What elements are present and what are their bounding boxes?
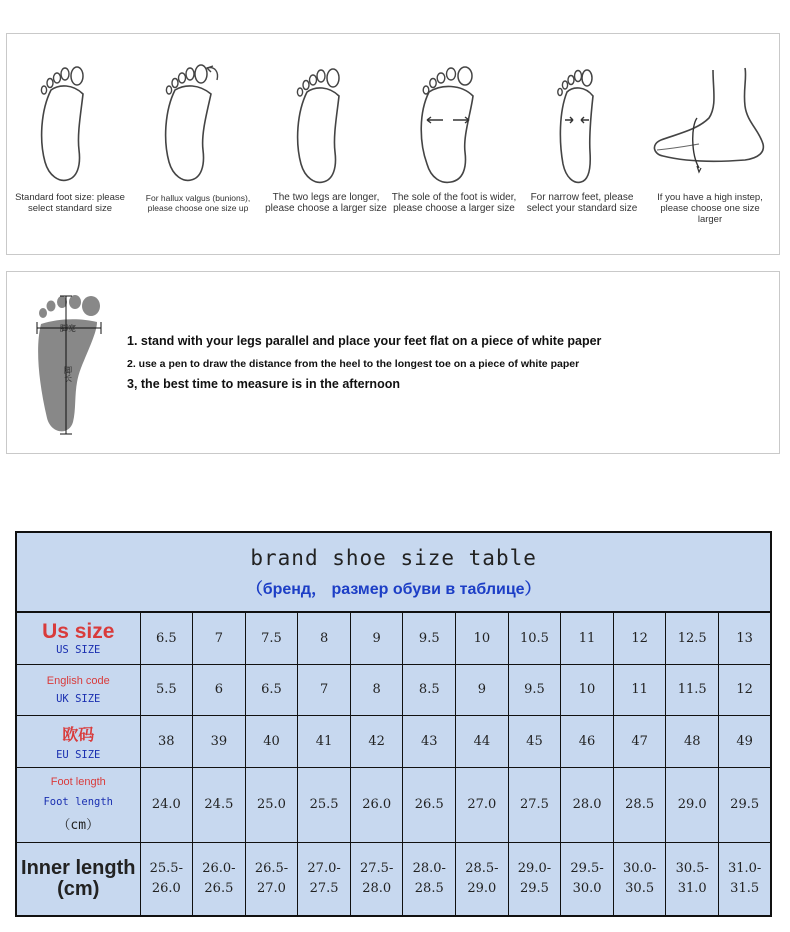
table-cell: 12.5 xyxy=(666,612,719,664)
table-cell xyxy=(193,842,246,916)
table-cell: 9 xyxy=(350,612,403,664)
table-cell: 5.5 xyxy=(140,664,193,715)
range-start: 30.0- xyxy=(622,860,657,876)
table-row-us xyxy=(16,612,771,664)
table-cell: 40 xyxy=(245,715,298,767)
table-cell: 24.0 xyxy=(140,767,193,842)
table-cell: 10 xyxy=(561,664,614,715)
row-label-us xyxy=(16,612,140,664)
table-cell: 25.5 xyxy=(298,767,351,842)
table-cell: 7 xyxy=(298,664,351,715)
table-cell: 27.5 xyxy=(508,767,561,842)
measure-step-3: 3, the best time to measure is in the afternoon xyxy=(127,377,400,391)
table-cell: 8 xyxy=(298,612,351,664)
table-cell: 27.0 xyxy=(456,767,509,842)
table-cell: 45 xyxy=(508,715,561,767)
row-label-eu xyxy=(16,715,140,767)
table-cell: 43 xyxy=(403,715,456,767)
table-cell: 6.5 xyxy=(140,612,193,664)
table-cell xyxy=(508,842,561,916)
measure-instructions-panel xyxy=(6,271,780,454)
range-end: 30.0 xyxy=(572,880,602,896)
table-cell: 11 xyxy=(613,664,666,715)
wide-foot-icon xyxy=(391,50,517,190)
table-cell: 44 xyxy=(456,715,509,767)
table-cell: 39 xyxy=(193,715,246,767)
range-start: 27.5- xyxy=(360,860,394,876)
table-cell: 48 xyxy=(666,715,719,767)
guide-item-narrow xyxy=(519,42,645,252)
row-label-unit: （cm） xyxy=(57,818,100,833)
foot-type-guide-panel xyxy=(6,33,780,255)
row-label-sub: UK SIZE xyxy=(56,692,101,705)
row-label-sub: EU SIZE xyxy=(56,748,101,761)
table-row-foot-length xyxy=(16,767,771,842)
standard-foot-icon xyxy=(7,50,133,190)
table-cell: 10.5 xyxy=(508,612,561,664)
table-cell: 38 xyxy=(140,715,193,767)
row-label-main: Foot length xyxy=(50,776,106,788)
table-cell: 24.5 xyxy=(193,767,246,842)
guide-item-wide xyxy=(391,42,517,252)
table-cell xyxy=(245,842,298,916)
guide-caption: The sole of the foot is wider, please choose a larger size xyxy=(391,192,517,214)
table-cell: 10 xyxy=(456,612,509,664)
table-cell: 25.0 xyxy=(245,767,298,842)
table-cell: 11 xyxy=(561,612,614,664)
range-end: 29.5 xyxy=(519,880,549,896)
table-cell xyxy=(613,842,666,916)
table-cell: 49 xyxy=(719,715,772,767)
table-cell: 9 xyxy=(456,664,509,715)
range-end: 26.5 xyxy=(204,880,234,896)
guide-caption: For hallux valgus (bunions), please choose one size up xyxy=(145,193,251,213)
table-cell: 7.5 xyxy=(245,612,298,664)
shoe-size-table xyxy=(15,531,772,917)
table-subtitle: （бренд， размер обуви в таблице） xyxy=(246,580,541,598)
bunion-foot-icon xyxy=(135,50,261,190)
row-label-sub: Foot length xyxy=(43,796,114,808)
guide-caption: If you have a high instep, please choose one size larger xyxy=(657,192,763,225)
table-cell: 28.0 xyxy=(561,767,614,842)
range-end: 28.0 xyxy=(362,880,392,896)
range-end: 31.0 xyxy=(677,880,707,896)
table-cell: 7 xyxy=(193,612,246,664)
range-end: 26.0 xyxy=(151,880,181,896)
guide-caption: For narrow feet, please select your standard size xyxy=(526,192,638,214)
guide-caption: Standard foot size: please select standard size xyxy=(15,192,125,214)
range-start: 29.0- xyxy=(517,860,552,876)
table-cell: 29.0 xyxy=(666,767,719,842)
table-cell xyxy=(666,842,719,916)
table-cell: 6 xyxy=(193,664,246,715)
range-start: 27.0- xyxy=(307,860,341,876)
table-row-eu xyxy=(16,715,771,767)
table-cell: 6.5 xyxy=(245,664,298,715)
range-start: 31.0- xyxy=(727,860,762,876)
row-label-foot-length xyxy=(16,767,140,842)
foot-length-label: 脚长 xyxy=(63,366,73,382)
range-start: 29.5- xyxy=(570,860,604,876)
table-cell xyxy=(561,842,614,916)
table-cell xyxy=(403,842,456,916)
guide-caption: The two legs are longer, please choose a larger size xyxy=(265,192,387,214)
guide-item-bunion xyxy=(135,42,261,252)
long-foot-icon xyxy=(263,50,389,190)
range-start: 25.5- xyxy=(149,860,183,876)
measure-step-1: 1. stand with your legs parallel and place your feet flat on a piece of white paper xyxy=(127,334,602,348)
row-label-main: 欧码 xyxy=(62,724,95,744)
table-cell xyxy=(350,842,403,916)
table-row-inner-length xyxy=(16,842,771,916)
table-cell: 12 xyxy=(719,664,772,715)
table-cell: 13 xyxy=(719,612,772,664)
table-row-uk xyxy=(16,664,771,715)
table-cell: 47 xyxy=(613,715,666,767)
range-start: 28.0- xyxy=(412,860,446,876)
foot-measure-diagram-icon xyxy=(21,288,111,438)
range-start: 28.5- xyxy=(465,860,499,876)
narrow-foot-icon xyxy=(519,50,645,190)
table-cell: 42 xyxy=(350,715,403,767)
range-end: 28.5 xyxy=(414,880,444,896)
range-end: 31.5 xyxy=(730,880,760,896)
table-cell xyxy=(456,842,509,916)
high-instep-foot-icon xyxy=(647,50,773,190)
range-end: 27.5 xyxy=(309,880,339,896)
foot-width-label: 脚宽 xyxy=(60,324,76,333)
table-cell xyxy=(719,842,772,916)
table-cell: 26.5 xyxy=(403,767,456,842)
range-start: 30.5- xyxy=(675,860,709,876)
table-title-cell xyxy=(16,532,771,612)
row-label-main: Inner length (cm) xyxy=(21,856,136,900)
table-cell: 12 xyxy=(613,612,666,664)
range-end: 27.0 xyxy=(257,880,286,896)
table-cell xyxy=(298,842,351,916)
table-cell: 8.5 xyxy=(403,664,456,715)
table-cell: 29.5 xyxy=(719,767,772,842)
table-cell: 8 xyxy=(350,664,403,715)
table-cell: 9.5 xyxy=(403,612,456,664)
table-cell: 46 xyxy=(561,715,614,767)
range-end: 29.0 xyxy=(467,880,497,896)
table-cell: 28.5 xyxy=(613,767,666,842)
table-title: brand shoe size table xyxy=(250,545,537,570)
guide-item-long xyxy=(263,42,389,252)
table-cell: 26.0 xyxy=(350,767,403,842)
range-start: 26.0- xyxy=(202,860,236,876)
range-start: 26.5- xyxy=(254,860,289,876)
range-end: 30.5 xyxy=(625,880,655,896)
measure-step-2: 2. use a pen to draw the distance from the heel to the longest toe on a piece of white paper xyxy=(127,358,580,370)
row-label-inner-length xyxy=(16,842,140,916)
row-label-main: English code xyxy=(46,674,110,687)
guide-item-standard xyxy=(7,42,133,252)
row-label-sub: US SIZE xyxy=(56,644,101,657)
table-cell: 9.5 xyxy=(508,664,561,715)
row-label-main: Us size xyxy=(42,620,115,644)
table-cell: 41 xyxy=(298,715,351,767)
row-label-uk xyxy=(16,664,140,715)
table-cell: 11.5 xyxy=(666,664,719,715)
guide-item-high-instep xyxy=(647,42,773,252)
table-cell xyxy=(140,842,193,916)
table-title-row xyxy=(16,532,771,612)
